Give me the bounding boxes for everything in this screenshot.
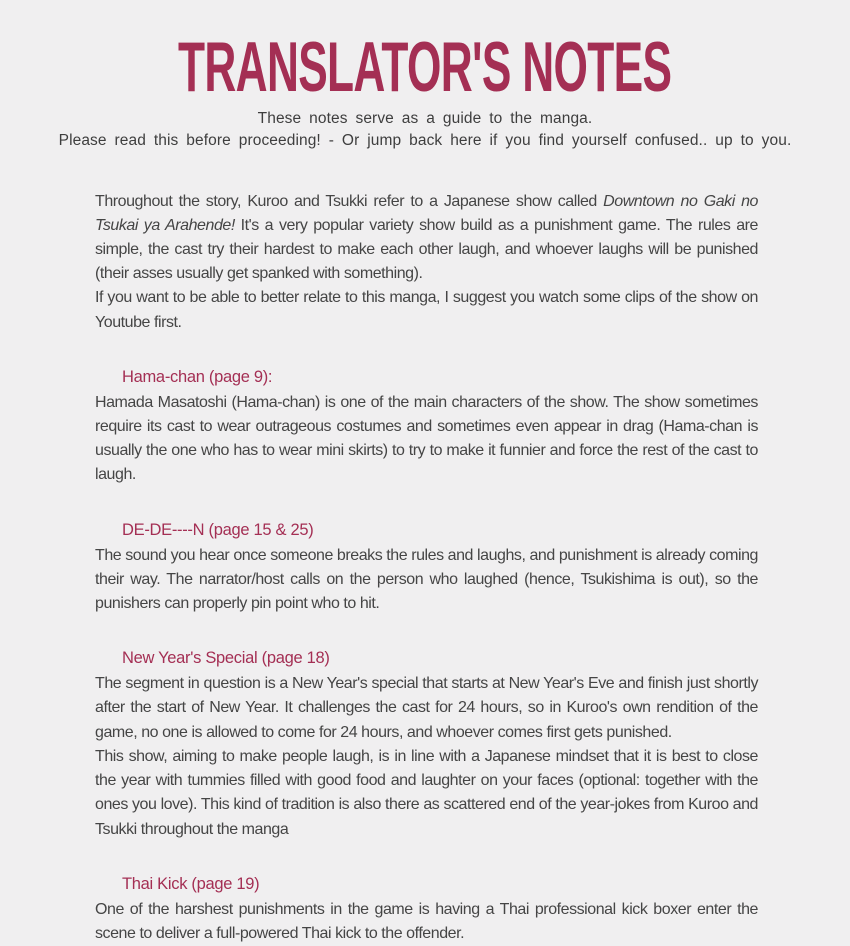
section-new-years-special-heading: New Year's Special (page 18) xyxy=(122,649,330,668)
show-title-italic: Downtown no Gaki no Tsukai ya Arahende! xyxy=(95,192,758,234)
section-new-years-special-paragraph-2: This show, aiming to make people laugh, is in line with a Japanese mindset that it is best to close the year with tummies filled with good food and laughter on your faces (optional: together with the ones you love). This kind of tradition is also there as scattered end of the year-jokes from Kuroo and Tsukki throughout the manga xyxy=(95,747,758,838)
section-thai-kick-heading: Thai Kick (page 19) xyxy=(122,874,260,893)
intro-paragraph-1 xyxy=(95,190,758,287)
intro-paragraph-2: If you want to be able to better relate to this manga, I suggest you watch some clips of the show on Youtube first. xyxy=(95,289,758,331)
intro-text-pre: Throughout the story, Kuroo and Tsukki refer to a Japanese show called xyxy=(95,192,604,210)
section-thai-kick xyxy=(95,873,758,946)
notes-content xyxy=(95,190,758,946)
header xyxy=(0,0,850,152)
section-hama-chan-paragraph: Hamada Masatoshi (Hama-chan) is one of the main characters of the show. The show sometimes require its cast to wear outrageous costumes and sometimes even appear in drag (Hama-chan is usually the one who has to wear mini skirts) to try to make it funnier and force the rest of the cast to laugh. xyxy=(95,393,758,484)
section-new-years-special xyxy=(95,647,758,841)
section-de-de-n-paragraph: The sound you hear once someone breaks the rules and laughs, and punishment is already coming their way. The narrator/host calls on the person who laughed (hence, Tsukishima is out), so the punishers can properly pin point who to hit. xyxy=(95,546,758,613)
section-de-de-n-heading: DE-DE----N (page 15 & 25) xyxy=(122,520,314,539)
subtitle-line-2: Please read this before proceeding! - Or jump back here if you find yourself confused.. up to you. xyxy=(58,131,792,149)
subtitle-line-1: These notes serve as a guide to the manga. xyxy=(257,109,593,127)
intro-text-post: It's a very popular variety show build as a punishment game. The rules are simple, the cast try their hardest to make each other laugh, and whoever laughs will be punished (their asses usually get spanked with something). xyxy=(95,216,758,283)
section-new-years-special-paragraph-1: The segment in question is a New Year's special that starts at New Year's Eve and finish just shortly after the start of New Year. It challenges the cast for 24 hours, so in Kuroo's own rendition of the game, no one is allowed to come for 24 hours, and whoever comes first gets punished. xyxy=(95,675,758,741)
section-hama-chan xyxy=(95,366,758,488)
section-de-de-n xyxy=(95,519,758,617)
page-title-text: TRANSLATOR'S NOTES xyxy=(178,28,672,107)
section-thai-kick-paragraph: One of the harshest punishments in the game is having a Thai professional kick boxer enter the scene to deliver a full-powered Thai kick to the offender. xyxy=(95,900,758,942)
section-hama-chan-heading: Hama-chan (page 9): xyxy=(122,367,273,386)
page-title xyxy=(0,28,850,107)
